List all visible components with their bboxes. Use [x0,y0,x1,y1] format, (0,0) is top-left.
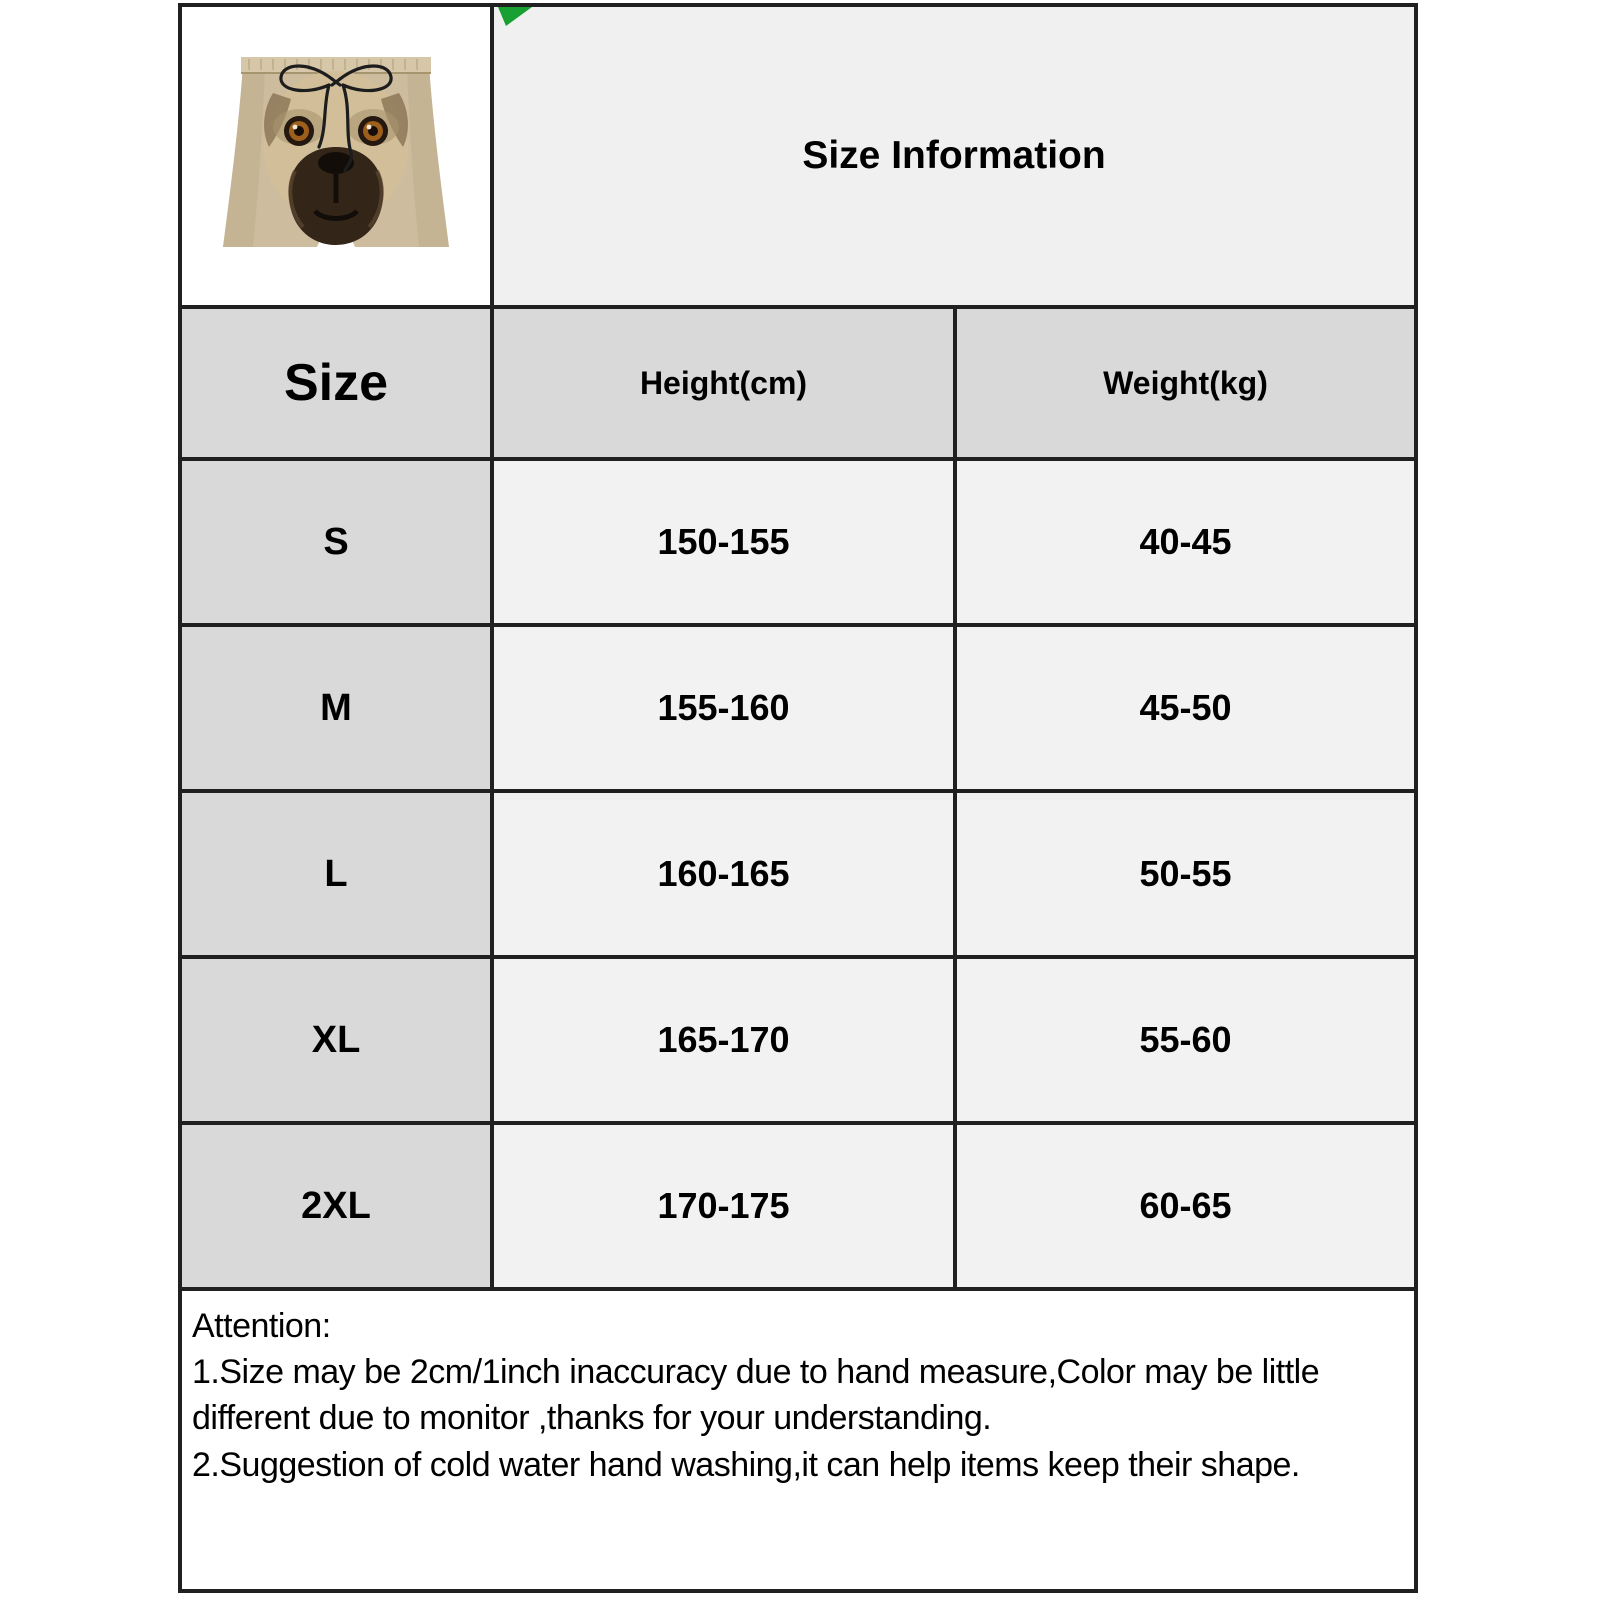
cell-corner-marker-icon [498,7,532,26]
size-chart [178,3,1414,1593]
top-row [180,5,1416,307]
height-cell: 155-160 [492,625,955,791]
weight-cell: 60-65 [955,1123,1416,1289]
attention-cell [180,1289,1416,1591]
product-image-cell [180,5,492,307]
pug-shorts-image [211,35,461,273]
table-row [180,625,1416,791]
attention-row [180,1289,1416,1591]
table-row [180,957,1416,1123]
size-cell: 2XL [180,1123,492,1289]
weight-cell: 55-60 [955,957,1416,1123]
weight-cell: 45-50 [955,625,1416,791]
size-cell: S [180,459,492,625]
height-cell: 170-175 [492,1123,955,1289]
column-header-weight: Weight(kg) [955,307,1416,459]
weight-cell: 50-55 [955,791,1416,957]
header-row [180,307,1416,459]
title-cell [492,5,1416,307]
height-cell: 165-170 [492,957,955,1123]
height-cell: 150-155 [492,459,955,625]
attention-notes [182,1291,1414,1488]
size-table [178,3,1418,1593]
attention-note-2: 2.Suggestion of cold water hand washing,it can help items keep their shape. [192,1445,1300,1484]
height-cell: 160-165 [492,791,955,957]
column-header-size: Size [180,307,492,459]
attention-heading: Attention: [192,1307,331,1345]
table-row [180,791,1416,957]
size-cell: L [180,791,492,957]
weight-cell: 40-45 [955,459,1416,625]
size-cell: M [180,625,492,791]
page-title: Size Information [802,134,1106,177]
column-header-height: Height(cm) [492,307,955,459]
table-row [180,1123,1416,1289]
attention-note-1: 1.Size may be 2cm/1inch inaccuracy due to hand measure,Color may be little different due to monitor ,thanks for your understanding. [192,1353,1320,1438]
size-cell: XL [180,957,492,1123]
table-row [180,459,1416,625]
